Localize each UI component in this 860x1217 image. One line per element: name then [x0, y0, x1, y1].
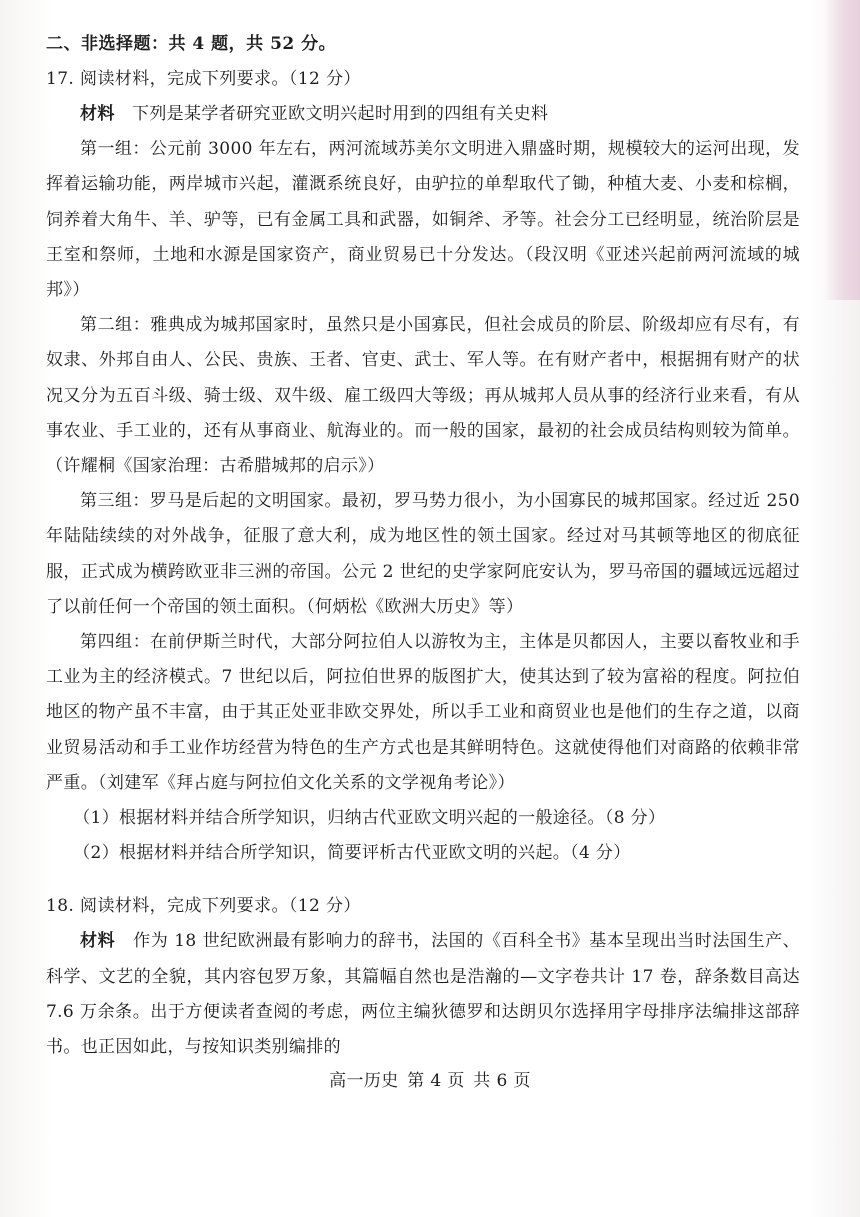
material-text: 作为 18 世纪欧洲最有影响力的辞书，法国的《百科全书》基本呈现出当时法国生产、科学、文艺的全貌，其内容包罗万象，其篇幅自然也是浩瀚的—文字卷共计 17 卷，辞条数目高达 7.6 万余条。出于方便读者查阅的考虑，两位主编狄德罗和达朗贝尔选择用字母排序法编排这部辞书。也正因如此，与按知识类别编排的 — [46, 931, 801, 1058]
question-18-heading: 18. 阅读材料，完成下列要求。（12 分） — [46, 896, 361, 917]
spacer — [46, 871, 800, 889]
question-17-material-intro — [46, 97, 800, 132]
material-label: 材料 — [80, 931, 116, 952]
sheet-edge-shadow — [824, 0, 860, 300]
question-17-sub-2: （2）根据材料并结合所学知识，简要评析古代亚欧文明的兴起。（4 分） — [73, 843, 631, 864]
question-18-material — [46, 924, 800, 1065]
footer-subject: 高一历史 — [329, 1071, 399, 1091]
material-label: 材料 — [80, 104, 115, 124]
question-17-sub-1: （1）根据材料并结合所学知识，归纳古代亚欧文明兴起的一般途径。（8 分） — [73, 808, 666, 829]
question-17-heading: 17. 阅读材料，完成下列要求。（12 分） — [46, 69, 361, 89]
material-group-3: 第三组：罗马是后起的文明国家。最初，罗马势力很小，为小国寡民的城邦国家。经过近 250 年陆陆续续的对外战争，征服了意大利，成为地区性的领土国家。经过对马其顿等地区的彻底征服，正式成为横跨欧亚非三洲的帝国。公元 2 世纪的史学家阿庇安认为，罗马帝国的疆域远远超过了以前任何一个帝国的领土面积。（何炳松《欧洲大历史》等） — [46, 491, 800, 617]
section-title: 二、非选择题：共 4 题，共 52 分。 — [46, 34, 337, 54]
page-footer — [0, 1066, 860, 1091]
material-group-2: 第二组：雅典成为城邦国家时，虽然只是小国寡民，但社会成员的阶层、阶级却应有尽有，有奴隶、外邦自由人、公民、贵族、王者、官吏、武士、军人等。在有财产者中，根据拥有财产的状况又分为五百斗级、骑士级、双牛级、雇工级四大等级；再从城邦人员从事的经济行业来看，有从事农业、手工业的，还有从事商业、航海业的。而一般的国家，最初的社会成员结构则较为简单。（许耀桐《国家治理：古希腊城邦的启示》） — [46, 315, 800, 477]
footer-page-number: 第 4 页 — [407, 1071, 465, 1091]
material-intro-text: 下列是某学者研究亚欧文明兴起时用到的四组有关史料 — [131, 104, 549, 124]
material-group-1: 第一组：公元前 3000 年左右，两河流域苏美尔文明进入鼎盛时期，规模较大的运河出现，发挥着运输功能，两岸城市兴起，灌溉系统良好，由驴拉的单犁取代了锄，种植大麦、小麦和棕榈，饲养着大角牛、羊、驴等，已有金属工具和武器，如铜斧、矛等。社会分工已经明显，统治阶层是王室和祭师，土地和水源是国家资产，商业贸易已十分发达。（段汉明《亚述兴起前两河流域的城邦》） — [46, 139, 800, 301]
material-group-4: 第四组：在前伊斯兰时代，大部分阿拉伯人以游牧为主，主体是贝都因人，主要以畜牧业和手工业为主的经济模式。7 世纪以后，阿拉伯世界的版图扩大，使其达到了较为富裕的程度。阿拉伯地区的物产虽不丰富，由于其正处亚非欧交界处，所以手工业和商贸业也是他们的生存之道，以商业贸易活动和手工业作坊经营为特色的生产方式也是其鲜明特色。这就使得他们对商路的依赖非常严重。（刘建军《拜占庭与阿拉伯文化关系的文学视角考论》） — [46, 632, 800, 793]
footer-total-pages: 共 6 页 — [473, 1071, 531, 1091]
